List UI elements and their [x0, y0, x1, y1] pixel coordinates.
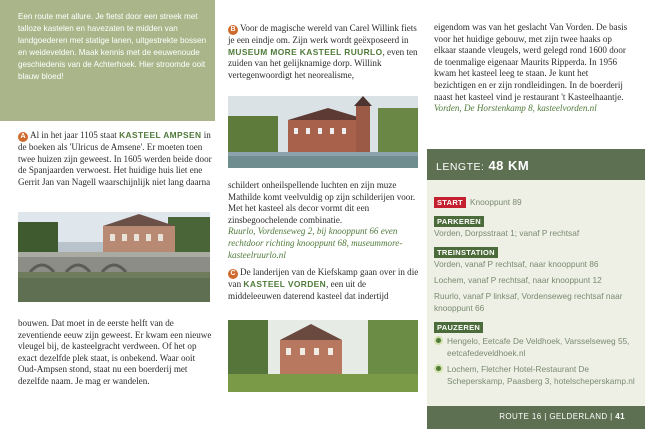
section-b-after: , even ten zuiden van het gelijknamige dorp. Willink vertegenwoordigt het neorealisme, [228, 46, 418, 80]
photo-kasteel-ampsen [18, 212, 210, 302]
pauzeren-block [434, 321, 640, 387]
parkeren-tag: PARKEREN [434, 216, 484, 227]
section-c-continuation: eigendom was van het geslacht Van Vorden. De basis voor het huidige gebouw, met zijn twee haaks op elkaar staande vleugels, werd gelegd rond 1600 door de toenmalige eigenaar Maurits Ripperda. In 1956 kwam het kasteel leeg te staan. Je kunt het bezichtigen en er zijn rondleidingen. In de boerderij naast het kasteel vind je restaurant 't Kasteelhaantje. [434, 22, 628, 102]
pauzeren-item [434, 363, 640, 387]
marker-b-icon: B [228, 25, 238, 35]
place-kasteel-ampsen: KASTEEL AMPSEN [119, 130, 202, 140]
pauzeren-item-text: Hengelo, Eetcafe De Veldhoek, Varsselseweg 55, eetcafedeveldhoek.nl [447, 336, 630, 358]
section-b [228, 23, 420, 81]
pauzeren-tag: PAUZEREN [434, 322, 483, 333]
footer-route: ROUTE 16 [499, 412, 542, 421]
section-b-continuation: schildert onheilspellende luchten en zijn muze Mathilde komt veelvuldig op zijn schilderijen voor. Met het kasteel als decor vormt dit een zinsbegoochelende combinatie. [228, 180, 416, 225]
pauzeren-item-text: Lochem, Fletcher Hotel-Restaurant De Scheperskamp, Paasberg 3, hotelscheperskamp.nl [447, 364, 635, 386]
section-c-after: , een uit de middeleeuwen daterend kasteel dat indertijd [228, 279, 389, 301]
footer-text: ROUTE 16 | GELDERLAND | 41 [499, 412, 625, 421]
start-text: Knooppunt 89 [469, 197, 522, 207]
parkeren-line: Vorden, Dorpsstraat 1; vanaf P rechtsaf [434, 228, 580, 238]
pauzeren-item [434, 335, 640, 359]
section-b-address: Ruurlo, Vordenseweg 2, bij knooppunt 66 even rechtdoor richting knooppunt 68, museummore-kasteelruurlo.nl [228, 226, 403, 260]
section-b-before: Voor de magische wereld van Carel Willink fiets je een eindje om. Zijn werk wordt geëxposeerd in [228, 23, 417, 45]
intro-box [0, 0, 215, 121]
info-panel [427, 180, 645, 406]
treinstation-line: Lochem, vanaf P rechtsaf, naar knooppunt 12 [434, 275, 602, 285]
section-a-intro: Al in het jaar 1105 staat [30, 130, 117, 140]
length-label [436, 158, 529, 173]
section-a [18, 130, 213, 188]
intro-text: Een route met allure. Je fietst door een streek met talloze kastelen en havezaten te midden van landgoederen met statige lanen, uitgestrekte bossen en weidevelden. Maak kennis met de eeuwenoude geschiedenis van de Achterhoek. Hier stroomde ooit blauw bloed! [18, 12, 207, 82]
section-b-continued [228, 180, 420, 302]
length-band [427, 149, 645, 180]
photo-kasteel-vorden [228, 320, 418, 392]
section-c-address: Vorden, De Horstenkamp 8, kasteelvorden.nl [434, 103, 597, 114]
section-b-text [228, 23, 420, 81]
section-a-body: in de boeken als 'Ulricus de Amsene'. Er moeten toen twee huizen zijn geweest. In 1605 werden beide door de Spanjaarden verwoest. Het huidige huis liet ene Gerrit Jan van Nagell waarschijnlijk niet lang daarna [18, 130, 212, 187]
marker-c-icon: C [228, 269, 238, 279]
section-a-continuation: bouwen. Dat moet in de eerste helft van de zeventiende eeuw zijn geweest. Er kwam een nieuwe vleugel bij, de kasteelgracht verdween. Of het op exact dezelfde plek staat, is onbekend. Waar ooit Oud-Ampsen stond, staat nu een boerderij met dezelfde naam. Je mag er wandelen. [18, 318, 212, 386]
coffee-icon [434, 364, 443, 373]
section-c-continued [434, 22, 629, 115]
place-museum-more: MUSEUM MORE KASTEEL RUURLO [228, 46, 383, 57]
length-value: 48 KM [488, 158, 530, 173]
section-c-before: De landerijen van de Kiefskamp gaan over in die van [228, 267, 419, 290]
start-row [434, 196, 640, 208]
place-kasteel-vorden: KASTEEL VORDEN [243, 279, 327, 290]
treinstation-tag: TREINSTATION [434, 247, 498, 258]
section-a-continued [18, 315, 213, 388]
treinstation-line: Vorden, vanaf P rechtsaf, naar knooppunt 86 [434, 259, 599, 269]
coffee-icon [434, 336, 443, 345]
treinstation-block [434, 246, 640, 314]
treinstation-line: Ruurlo, vanaf P linksaf, Vordenseweg rechtsaf naar knooppunt 66 [434, 291, 623, 313]
photo-kasteel-ruurlo [228, 96, 418, 168]
marker-a-icon: A [18, 132, 28, 142]
length-label-text: LENGTE: [436, 161, 485, 173]
parkeren-block [434, 215, 640, 239]
page-number: 41 [615, 412, 625, 421]
page-footer [427, 406, 645, 429]
section-a-text [18, 130, 213, 188]
start-tag: START [434, 197, 466, 208]
footer-region: GELDERLAND [549, 412, 608, 421]
section-c-text [228, 267, 420, 302]
